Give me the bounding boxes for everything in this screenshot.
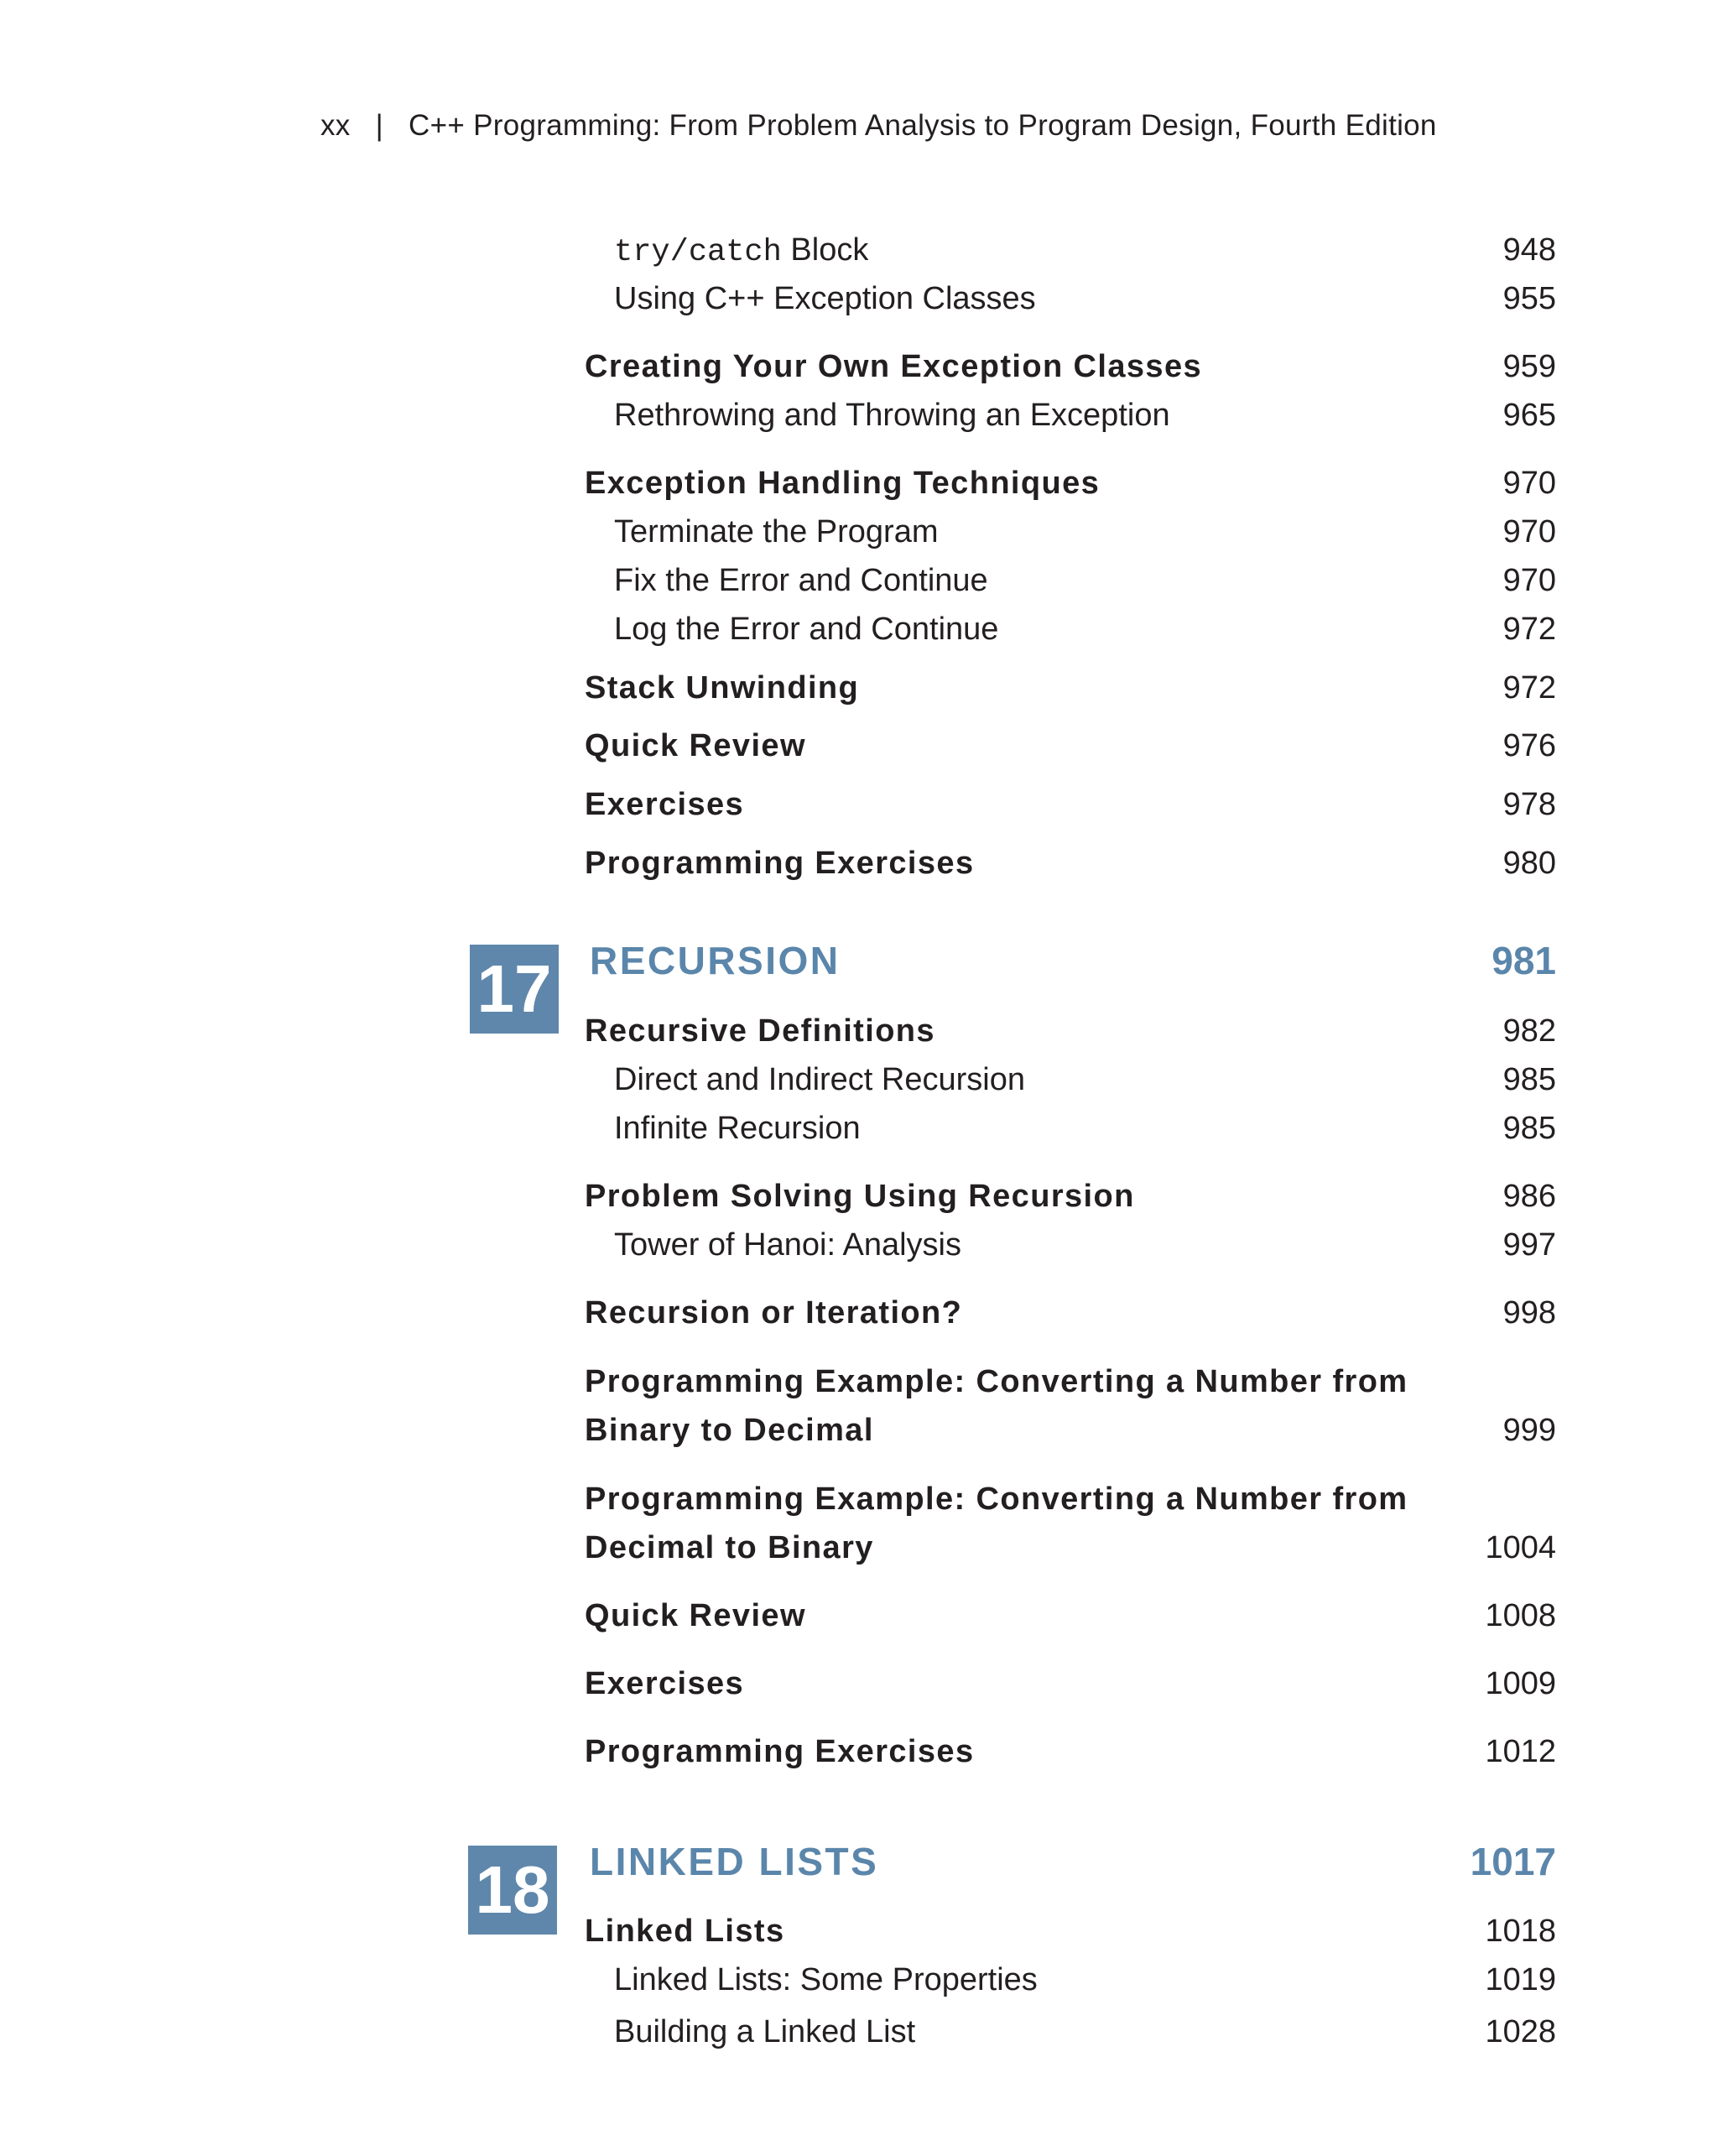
- toc-section: [0, 1173, 1718, 1220]
- toc-section-page: 980: [1502, 846, 1556, 881]
- toc-section-title: Programming Example: Converting a Number from: [585, 1482, 1408, 1517]
- chapter-number-badge: 17: [470, 945, 559, 1034]
- toc-section: [0, 1728, 1718, 1775]
- toc-section: [0, 1289, 1718, 1336]
- toc-entry: [0, 275, 1718, 322]
- toc-section-page: 976: [1502, 728, 1556, 763]
- toc-section: [0, 1592, 1718, 1639]
- toc-entry: [0, 557, 1718, 604]
- toc-chapter-page: 981: [1492, 939, 1556, 982]
- toc-entry-page: 965: [1502, 398, 1556, 433]
- toc-section: [0, 1908, 1718, 1955]
- toc-section-page: 986: [1502, 1179, 1556, 1214]
- toc-entry: [0, 508, 1718, 555]
- toc-chapter-title: RECURSION: [590, 939, 841, 982]
- toc-section-title: Creating Your Own Exception Classes: [585, 349, 1203, 384]
- toc-section-continued: [0, 1524, 1718, 1571]
- toc-entry-title: Fix the Error and Continue: [614, 563, 988, 598]
- toc-section-page: 1009: [1485, 1666, 1556, 1701]
- toc-section-title: Exception Handling Techniques: [585, 466, 1101, 501]
- toc-section-title: Programming Example: Converting a Number from: [585, 1364, 1408, 1399]
- toc-entry-page: 970: [1502, 514, 1556, 549]
- toc-section-title-continued: Binary to Decimal: [585, 1413, 874, 1448]
- running-head-separator: |: [375, 109, 384, 142]
- toc-section: [0, 1358, 1718, 1405]
- chapter-number-badge: 18: [468, 1846, 557, 1935]
- toc-section-page: 1018: [1485, 1914, 1556, 1949]
- toc-section: [0, 343, 1718, 390]
- toc-section-title: Exercises: [585, 1666, 745, 1701]
- toc-section: [0, 1476, 1718, 1523]
- toc-section-page: 998: [1502, 1295, 1556, 1331]
- toc-section: [0, 664, 1718, 711]
- toc-section-title: Stack Unwinding: [585, 670, 860, 706]
- toc-entry: [0, 1105, 1718, 1152]
- toc-entry-page: 948: [1502, 232, 1556, 268]
- toc-entry-page: 955: [1502, 281, 1556, 316]
- toc-entry: [0, 227, 1718, 273]
- toc-chapter: [0, 931, 1718, 990]
- toc-section: [0, 840, 1718, 887]
- toc-section: [0, 1008, 1718, 1055]
- toc-section-title: Recursion or Iteration?: [585, 1295, 963, 1331]
- toc-section-page: 978: [1502, 787, 1556, 822]
- toc-section-page: 1008: [1485, 1598, 1556, 1633]
- toc-section-page: 972: [1502, 670, 1556, 706]
- toc-section-title: Exercises: [585, 787, 745, 822]
- toc-entry-title: Using C++ Exception Classes: [614, 281, 1036, 316]
- toc-entry-title: Tower of Hanoi: Analysis: [614, 1227, 961, 1263]
- toc-entry-page: 970: [1502, 563, 1556, 598]
- toc-section: [0, 781, 1718, 828]
- toc-section-title: Problem Solving Using Recursion: [585, 1179, 1135, 1214]
- toc-section-title: Recursive Definitions: [585, 1013, 935, 1049]
- toc-section-title-continued: Decimal to Binary: [585, 1530, 874, 1565]
- toc-entry-page: 1019: [1485, 1962, 1556, 1997]
- toc-section-title: Programming Exercises: [585, 1734, 975, 1769]
- toc-entry-page: 997: [1502, 1227, 1556, 1263]
- toc-section-page: 999: [1502, 1413, 1556, 1448]
- toc-chapter-title: LINKED LISTS: [590, 1840, 879, 1883]
- toc-section-continued: [0, 1407, 1718, 1454]
- toc-section-page: 1004: [1485, 1530, 1556, 1565]
- book-title: C++ Programming: From Problem Analysis to Program Design, Fourth Edition: [409, 109, 1437, 142]
- toc-section-page: 1012: [1485, 1734, 1556, 1769]
- toc-entry-page: 985: [1502, 1111, 1556, 1146]
- toc-section-title: Programming Exercises: [585, 846, 975, 881]
- page-roman-numeral: xx: [320, 109, 351, 142]
- toc-entry: [0, 606, 1718, 653]
- toc-section-title: Quick Review: [585, 1598, 806, 1633]
- toc-section: [0, 1660, 1718, 1707]
- toc-entry-title: Log the Error and Continue: [614, 612, 999, 647]
- toc-entry: [0, 1956, 1718, 2003]
- toc-chapter-page: 1017: [1470, 1840, 1556, 1883]
- running-head: [320, 109, 1437, 143]
- toc-entry-code: try/catch: [614, 235, 782, 270]
- toc-section: [0, 460, 1718, 507]
- toc-entry-page: 972: [1502, 612, 1556, 647]
- toc-entry: [0, 1056, 1718, 1103]
- toc-section-page: 959: [1502, 349, 1556, 384]
- toc-entry-title: Building a Linked List: [614, 2014, 916, 2049]
- toc-entry-title: try/catch Block: [614, 232, 869, 270]
- toc-section-title: Linked Lists: [585, 1914, 785, 1949]
- toc-entry-title: Linked Lists: Some Properties: [614, 1962, 1038, 1997]
- toc-entry-title: Rethrowing and Throwing an Exception: [614, 398, 1170, 433]
- toc-entry-title: Infinite Recursion: [614, 1111, 861, 1146]
- toc-section-page: 970: [1502, 466, 1556, 501]
- toc-entry-page: 1028: [1485, 2014, 1556, 2049]
- toc-section-page: 982: [1502, 1013, 1556, 1049]
- toc-entry: [0, 1221, 1718, 1268]
- toc-entry-page: 985: [1502, 1062, 1556, 1097]
- toc-entry-title: Direct and Indirect Recursion: [614, 1062, 1025, 1097]
- toc-section: [0, 722, 1718, 769]
- toc-entry: [0, 392, 1718, 439]
- toc-entry: [0, 2008, 1718, 2055]
- toc-chapter: [0, 1832, 1718, 1891]
- toc-entry-title: Terminate the Program: [614, 514, 939, 549]
- toc-section-title: Quick Review: [585, 728, 806, 763]
